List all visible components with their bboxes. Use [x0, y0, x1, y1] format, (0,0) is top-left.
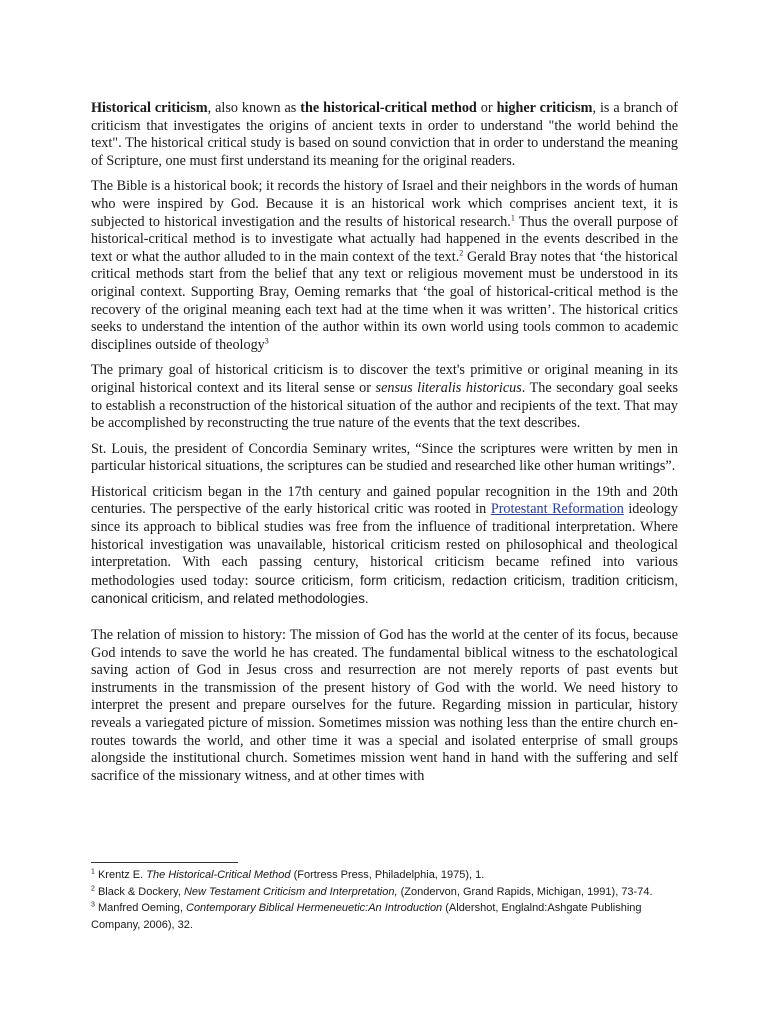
footnote-ref-3[interactable]: 3: [264, 335, 269, 345]
footnote-2: $^2$ Black & Dockery, New Testament Criticism and Interpretation, (Zondervon, Grand Rapids, Michigan, 1991), 73-74.: [91, 884, 653, 898]
paragraph-mission-history: The relation of mission to history: The mission of God has the world at the center of its focus, because God intends to save the world he has created. The fundamental biblical witness to the eschatological saving action of God in Jesus cross and resurrection are not merely reports of past events but instruments in the transmission of the present history of God with the world. We need history to interpret the present and prepare ourselves for the future. Regarding mission in particular, history reveals a variegated picture of mission. Sometimes mission was nothing less than the entire church en-routes towards the world, and other time it was a special and isolated enterprise of small groups alongside the institutional church. Sometimes mission went hand in hand with the suffering and self sacrifice of the missionary witness, and at other times with: [91, 627, 678, 784]
body-text: [91, 100, 678, 793]
term-historical-criticism: Historical criticism: [91, 100, 208, 116]
paragraph-intro: Historical criticism, also known as the historical-critical method or higher criticism, is a branch of criticism that investigates the origins of ancient texts in order to understand "the world behind the text". The historical critical study is based on sound conviction that in order to understand the meaning of Scripture, one must first understand its meaning for the original readers.: [91, 100, 678, 169]
footnote-divider: [91, 862, 238, 863]
footnotes: [91, 862, 691, 933]
term-historical-critical-method: the historical-critical method: [300, 100, 477, 116]
footnote-3: $^3$ Manfred Oeming, Contemporary Biblical Hermeneuetic:An Introduction (Aldershot, Englalnd:Ashgate Publishing Company, 2006), 32.: [91, 901, 642, 931]
latin-term: sensus literalis historicus: [375, 379, 522, 396]
paragraph-bible-history: The Bible is a historical book; it records the history of Israel and their neighbors in the words of human who were inspired by God. Because it is an historical work which comprises ancient text, it is subjected to historical investigation and the results of historical research.$^1$ Thus the overall purpose of historical-critical method is to investigate what actually had happened in the events described in the text or what the author alluded to in the main context of the text.$^2$ Gerald Bray notes that ‘the historical critical methods start from the belief that any text or religious movement must be understood in its original context. Supporting Bray, Oeming remarks that ‘the goal of historical-critical method is the recovery of the original meaning each text had at the time when it was written’. The historical critics seeks to understand the intention of the author within its own world using tools common to academic disciplines outside of theology$^3$: [91, 178, 678, 353]
protestant-reformation-link[interactable]: Protestant Reformation: [490, 501, 624, 518]
footnote-ref-1[interactable]: 1: [510, 212, 515, 222]
methodologies-list: source criticism, form criticism, redaction criticism, tradition criticism, canonical criticism,: [91, 572, 678, 607]
term-higher-criticism: higher criticism: [496, 100, 593, 116]
footnote-1: $^1$ Krentz E. The Historical-Critical Method (Fortress Press, Philadelphia, 1975), 1.: [91, 868, 485, 881]
paragraph-primary-goal: The primary goal of historical criticism is to discover the text's primitive or original meaning in its original historical context and its literal sense or sensus literalis historicus. The secondary goal seeks to establish a reconstruction of the historical situation of the author and recipients of the text. That may be accomplished by reconstructing the true nature of the events that the text describes.: [91, 362, 678, 432]
footnote-ref-2[interactable]: 2: [459, 248, 464, 258]
paragraph-history-of-criticism: Historical criticism began in the 17th century and gained popular recognition in the 19th and 20th centuries. The perspective of the early historical critic was rooted in Protestant Reformation ideology since its approach to biblical studies was free from the influence of traditional interpretation. Where historical investigation was unavailable, historical criticism rested on philosophical and theological interpretation. With each passing century, historical criticism became refined into various methodologies used today: source criticism, form criticism, redaction criticism, tradition criticism, canonical criticism, and related methodologies.: [91, 483, 678, 607]
paragraph-st-louis-quote: St. Louis, the president of Concordia Seminary writes, “Since the scriptures were written by men in particular historical situations, the scriptures can be studied and researched like other human writings”.: [91, 440, 678, 475]
